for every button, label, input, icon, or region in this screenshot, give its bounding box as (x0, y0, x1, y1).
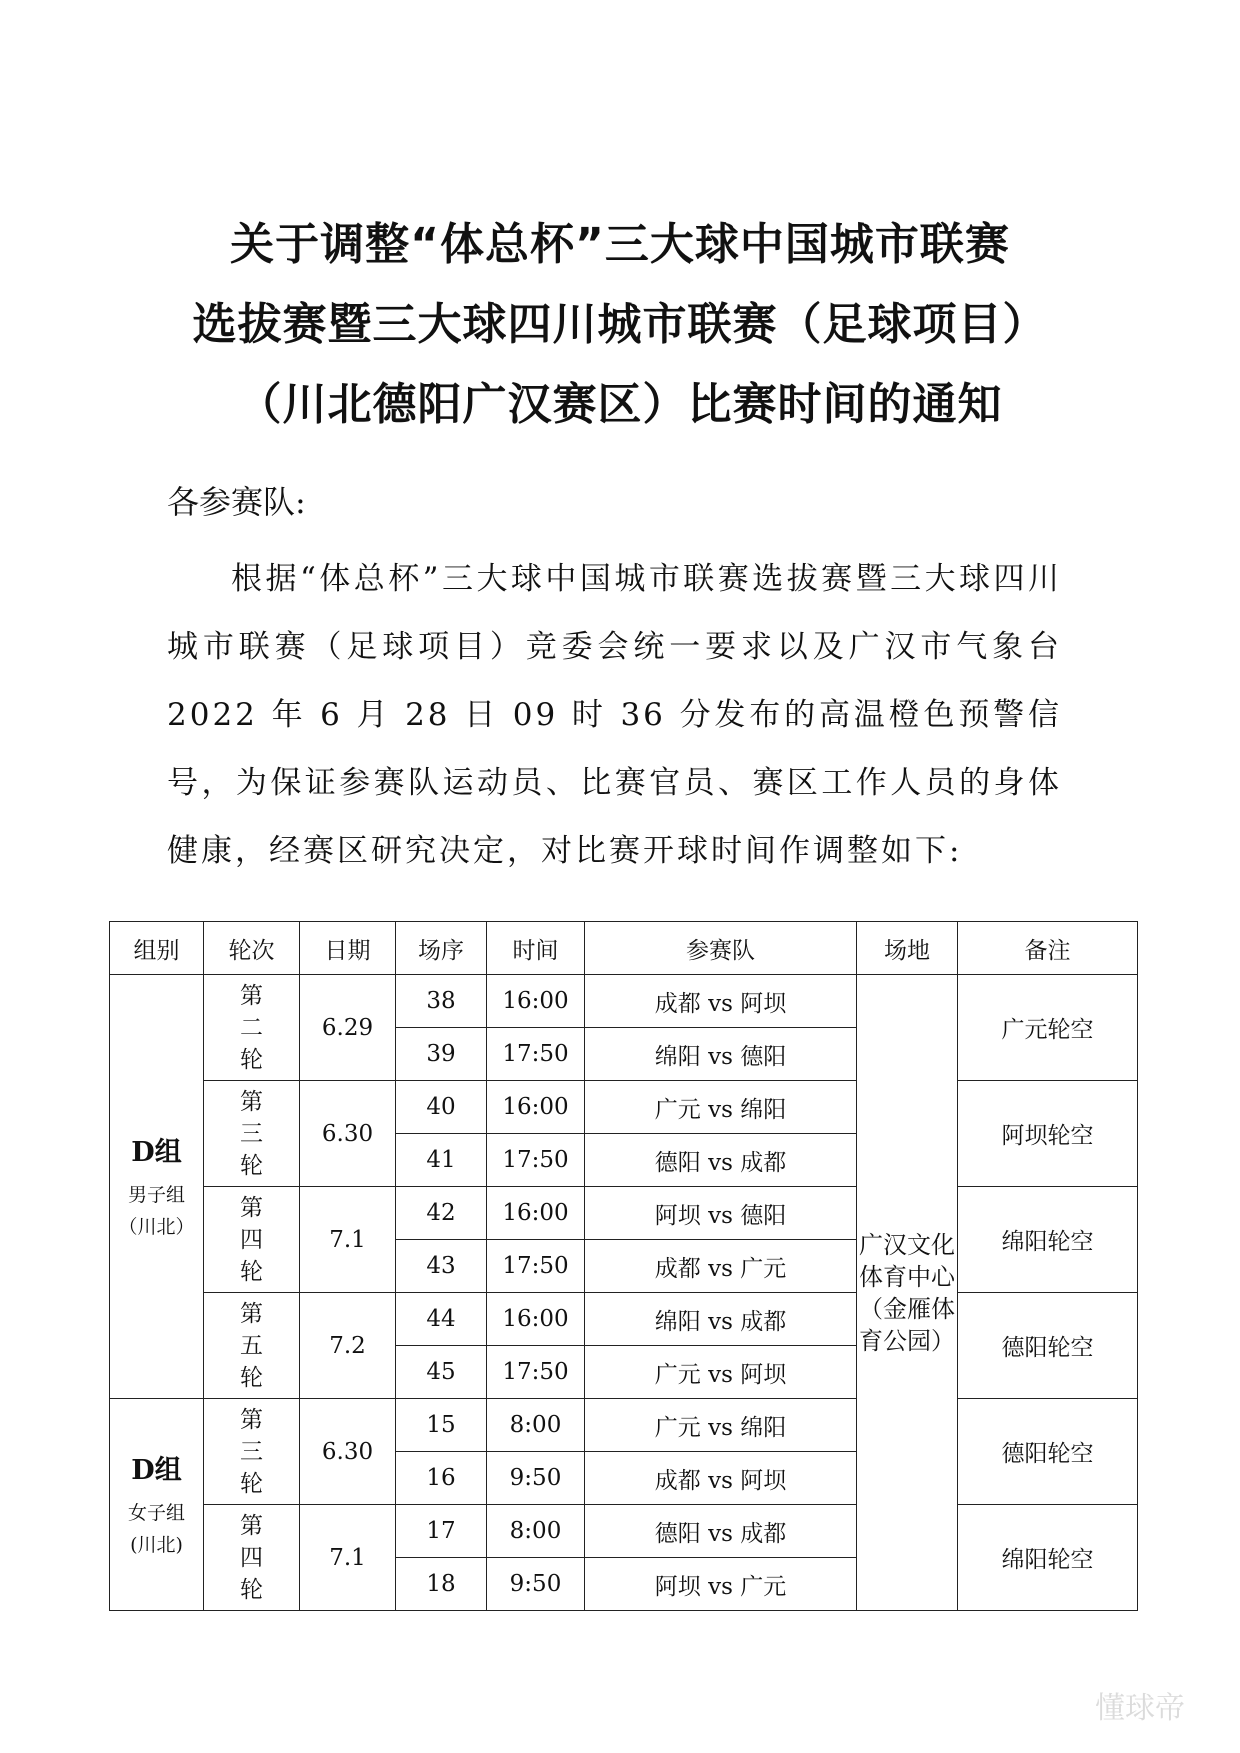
time-cell: 8:00 (487, 1505, 585, 1558)
teams-cell: 德阳 vs 成都 (585, 1134, 857, 1187)
table-row (110, 1187, 1138, 1240)
note-cell: 广元轮空 (958, 975, 1138, 1081)
table-row (110, 1293, 1138, 1346)
round-char: 四 (240, 1226, 263, 1253)
date-cell: 7.2 (300, 1293, 396, 1399)
note-cell: 德阳轮空 (958, 1399, 1138, 1505)
time-cell: 16:00 (487, 1293, 585, 1346)
header-time: 时间 (487, 922, 585, 975)
header-group: 组别 (110, 922, 204, 975)
teams-cell: 成都 vs 阿坝 (585, 975, 857, 1028)
table-row (110, 975, 1138, 1028)
table-row (110, 1399, 1138, 1452)
note-cell: 德阳轮空 (958, 1293, 1138, 1399)
teams-cell: 阿坝 vs 德阳 (585, 1187, 857, 1240)
round-cell (204, 975, 300, 1081)
round-char: 轮 (240, 1152, 263, 1179)
time-cell: 9:50 (487, 1558, 585, 1611)
match-no-cell: 16 (396, 1452, 487, 1505)
round-cell (204, 1399, 300, 1505)
group-name: D组 (131, 1455, 182, 1486)
date-cell: 7.1 (300, 1505, 396, 1611)
group-cell (110, 975, 204, 1399)
round-char: 轮 (240, 1046, 263, 1073)
match-no-cell: 44 (396, 1293, 487, 1346)
table-row (110, 1505, 1138, 1558)
teams-cell: 广元 vs 绵阳 (585, 1081, 857, 1134)
date-cell: 7.1 (300, 1187, 396, 1293)
note-cell: 阿坝轮空 (958, 1081, 1138, 1187)
header-round: 轮次 (204, 922, 300, 975)
teams-cell: 成都 vs 阿坝 (585, 1452, 857, 1505)
watermark-logo: 懂球帝 (1095, 1691, 1185, 1726)
match-no-cell: 43 (396, 1240, 487, 1293)
round-char: 第 (240, 1300, 263, 1327)
note-cell: 绵阳轮空 (958, 1187, 1138, 1293)
group-sub: (川北) (130, 1534, 183, 1556)
round-char: 四 (240, 1544, 263, 1571)
header-teams: 参赛队 (585, 922, 857, 975)
round-char: 第 (240, 1088, 263, 1115)
round-char: 轮 (240, 1364, 263, 1391)
time-cell: 16:00 (487, 1081, 585, 1134)
match-no-cell: 45 (396, 1346, 487, 1399)
note-cell: 绵阳轮空 (958, 1505, 1138, 1611)
match-no-cell: 40 (396, 1081, 487, 1134)
round-cell (204, 1081, 300, 1187)
time-cell: 16:00 (487, 975, 585, 1028)
match-no-cell: 39 (396, 1028, 487, 1081)
round-char: 轮 (240, 1258, 263, 1285)
round-char: 第 (240, 1194, 263, 1221)
teams-cell: 绵阳 vs 德阳 (585, 1028, 857, 1081)
group-sub: 男子组 (127, 1184, 185, 1206)
match-no-cell: 42 (396, 1187, 487, 1240)
schedule-table (109, 921, 1138, 1611)
group-sub: （川北） (118, 1216, 195, 1238)
match-no-cell: 18 (396, 1558, 487, 1611)
round-char: 三 (240, 1438, 263, 1465)
round-char: 三 (240, 1120, 263, 1147)
time-cell: 17:50 (487, 1346, 585, 1399)
match-no-cell: 41 (396, 1134, 487, 1187)
title-line-1: 关于调整“体总杯”三大球中国城市联赛 (230, 219, 1010, 270)
title-line-3: （川北德阳广汉赛区）比赛时间的通知 (237, 379, 1003, 430)
teams-cell: 绵阳 vs 成都 (585, 1293, 857, 1346)
round-char: 轮 (240, 1576, 263, 1603)
document-title (120, 205, 1120, 445)
date-cell: 6.30 (300, 1399, 396, 1505)
round-cell (204, 1505, 300, 1611)
time-cell: 17:50 (487, 1028, 585, 1081)
body-paragraph: 根据“体总杯”三大球中国城市联赛选拔赛暨三大球四川城市联赛（足球项目）竞委会统一要求以及广汉市气象台 2022 年 6 月 28 日 09 时 36 分发布的高温橙色预警信号，为保证参赛队运动员、比赛官员、赛区工作人员的身体健康，经赛区研究决定，对比赛开球时间作调整如下: (167, 561, 1062, 869)
group-cell (110, 1399, 204, 1611)
header-note: 备注 (958, 922, 1138, 975)
round-char: 二 (240, 1014, 263, 1041)
venue-cell: 广汉文化体育中心（金雁体育公园） (857, 975, 958, 1611)
time-cell: 8:00 (487, 1399, 585, 1452)
match-no-cell: 17 (396, 1505, 487, 1558)
round-char: 五 (240, 1332, 263, 1359)
time-cell: 9:50 (487, 1452, 585, 1505)
round-char: 第 (240, 1406, 263, 1433)
match-no-cell: 15 (396, 1399, 487, 1452)
round-char: 轮 (240, 1470, 263, 1497)
time-cell: 16:00 (487, 1187, 585, 1240)
teams-cell: 广元 vs 绵阳 (585, 1399, 857, 1452)
round-cell (204, 1293, 300, 1399)
teams-cell: 德阳 vs 成都 (585, 1505, 857, 1558)
date-cell: 6.30 (300, 1081, 396, 1187)
teams-cell: 成都 vs 广元 (585, 1240, 857, 1293)
teams-cell: 广元 vs 阿坝 (585, 1346, 857, 1399)
header-date: 日期 (300, 922, 396, 975)
title-line-2: 选拔赛暨三大球四川城市联赛（足球项目） (192, 299, 1048, 350)
round-char: 第 (240, 982, 263, 1009)
match-no-cell: 38 (396, 975, 487, 1028)
time-cell: 17:50 (487, 1134, 585, 1187)
header-venue: 场地 (857, 922, 958, 975)
table-row (110, 1081, 1138, 1134)
table-header-row (110, 922, 1138, 975)
round-char: 第 (240, 1512, 263, 1539)
salutation: 各参赛队: (167, 483, 306, 521)
time-cell: 17:50 (487, 1240, 585, 1293)
group-sub: 女子组 (127, 1502, 185, 1524)
date-cell: 6.29 (300, 975, 396, 1081)
header-match-no: 场序 (396, 922, 487, 975)
round-cell (204, 1187, 300, 1293)
group-name: D组 (131, 1137, 182, 1168)
teams-cell: 阿坝 vs 广元 (585, 1558, 857, 1611)
